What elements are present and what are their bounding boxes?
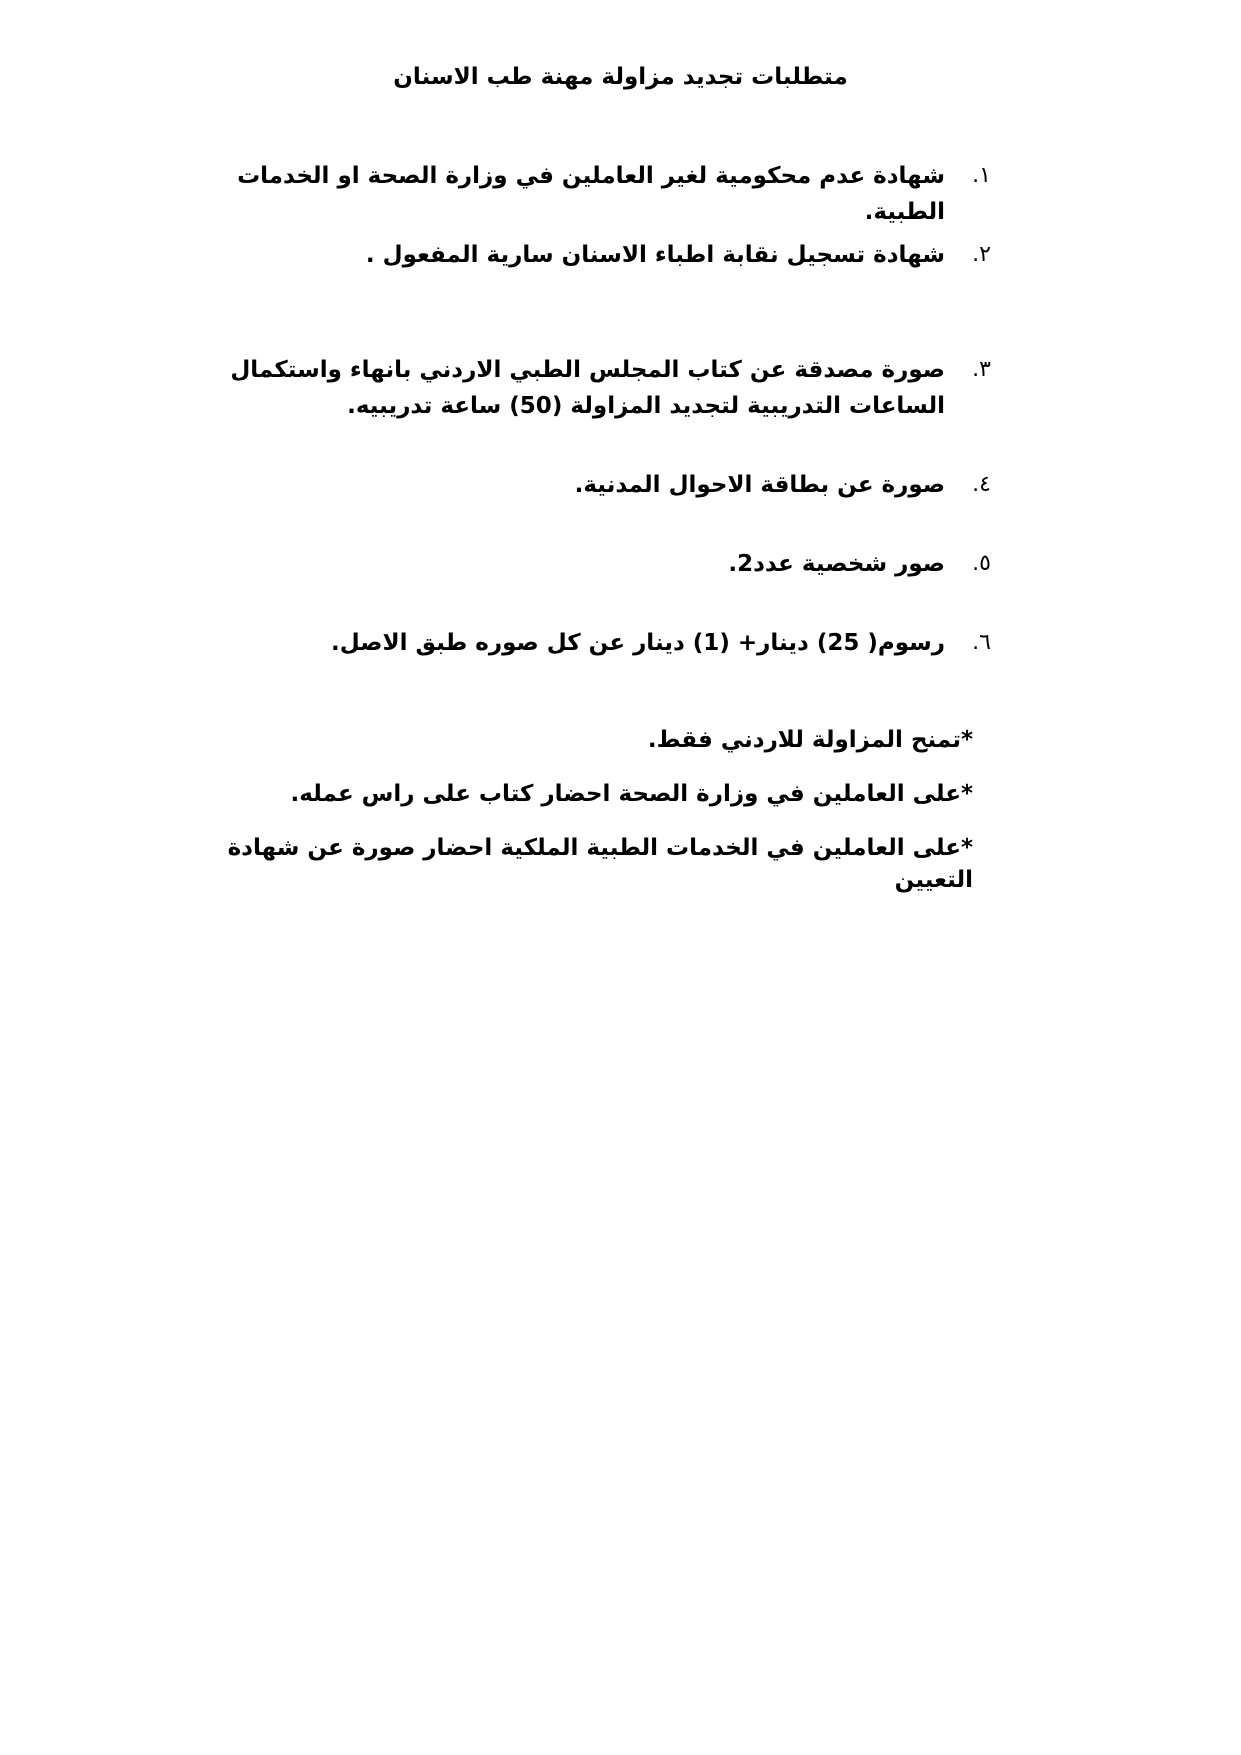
- requirement-text: شهادة تسجيل نقابة اطباء الاسنان سارية المفعول .: [365, 242, 945, 268]
- requirement-text: صور شخصية عدد2.: [728, 551, 945, 577]
- requirement-item-1: [191, 158, 991, 230]
- requirement-item-6: [191, 625, 991, 661]
- requirement-text: شهادة عدم محكومية لغير العاملين في وزارة الصحة او الخدمات الطبية.: [237, 163, 945, 225]
- requirement-number: ٦.: [972, 630, 991, 655]
- requirement-text: صورة مصدقة عن كتاب المجلس الطبي الاردني بانهاء واستكمال الساعات التدريبية لتجديد المزاولة (50) ساعة تدريبيه.: [230, 357, 945, 419]
- requirement-text: رسوم( 25) دينار+ (1) دينار عن كل صوره طبق الاصل.: [330, 630, 945, 656]
- requirement-number: ٤.: [972, 472, 991, 497]
- note-royal-medical-services: *على العاملين في الخدمات الطبية الملكية احضار صورة عن شهادة التعيين: [227, 835, 973, 893]
- requirement-item-4: [191, 467, 991, 503]
- requirement-item-3: [191, 352, 991, 424]
- requirement-number: ١.: [972, 163, 991, 188]
- requirement-number: ٣.: [972, 357, 991, 382]
- requirement-number: ٥.: [972, 551, 991, 576]
- requirement-item-5: [191, 546, 991, 582]
- requirement-number: ٢.: [972, 242, 991, 267]
- note-ministry-of-health: *على العاملين في وزارة الصحة احضار كتاب على راس عمله.: [290, 781, 973, 807]
- note-jordanian-only: *تمنح المزاولة للاردني فقط.: [647, 727, 973, 753]
- document-title: متطلبات تجديد مزاولة مهنة طب الاسنان: [393, 64, 848, 90]
- requirement-item-2: [191, 237, 991, 273]
- requirement-text: صورة عن بطاقة الاحوال المدنية.: [574, 472, 945, 498]
